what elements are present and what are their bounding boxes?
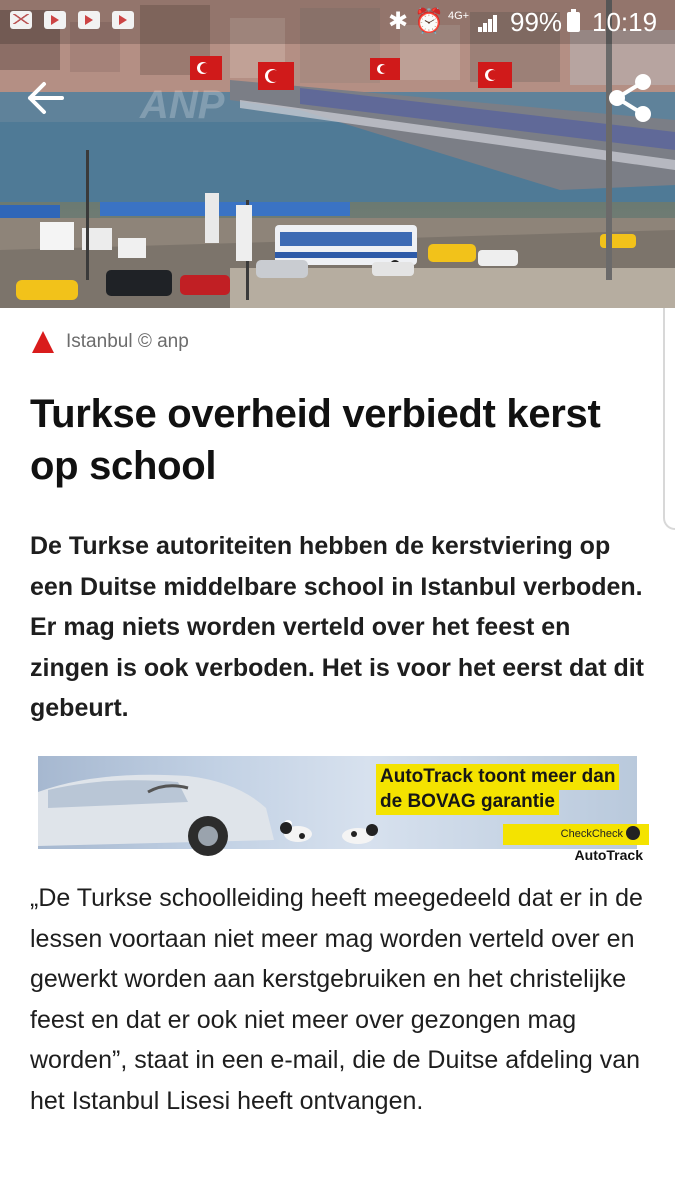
- signal-icon: [478, 14, 498, 32]
- article-lead: De Turkse autoriteiten hebben de kerstviering op een Duitse middelbare school in Istanbul verboden. Er mag niets worden verteld over het feest en zingen is ook verboden. Het is voor het eerst dat dit gebeurt.: [30, 532, 645, 722]
- bluetooth-icon: ✱: [388, 8, 409, 35]
- battery-percent: 99%: [510, 7, 563, 37]
- hero-photo-illustration: [0, 0, 675, 308]
- article-title: Turkse overheid verbiedt kerst op school: [30, 392, 601, 488]
- ad-headline-line2: de BOVAG garantie: [376, 789, 559, 815]
- ad-car-image: [38, 762, 278, 849]
- youtube-notification-icon: [112, 11, 134, 29]
- ad-brand-bar: [503, 824, 649, 863]
- hero-image: [0, 0, 675, 308]
- back-button[interactable]: [26, 80, 66, 116]
- gmail-notification-icon: [10, 11, 32, 29]
- ad-brand-name: AutoTrack: [574, 847, 643, 863]
- warning-triangle-icon: [32, 331, 54, 353]
- battery-icon: [567, 12, 580, 32]
- share-icon: [605, 72, 655, 124]
- photo-caption: [32, 328, 189, 356]
- youtube-notification-icon: [78, 11, 100, 29]
- clock: 10:19: [592, 7, 658, 37]
- card-edge: [663, 308, 675, 530]
- arrow-left-icon: [26, 80, 66, 116]
- ad-brand-small: CheckCheck: [560, 828, 623, 840]
- autotrack-logo-icon: [626, 826, 640, 840]
- hero-watermark: ANP: [140, 83, 225, 127]
- ad-headline-line1: AutoTrack toont meer dan: [376, 764, 619, 790]
- share-button[interactable]: [605, 72, 655, 124]
- article-body: „De Turkse schoolleiding heeft meegedeeld dat er in de lessen voortaan niet meer mag worden verteld over en gewerkt worden aan kerstgebruiken en het christelijke feest en dat er ook niet meer over gezongen mag worden”, staat in een e-mail, die de Duitse afdeling van het Istanbul Lisesi heeft ontvangen.: [30, 884, 643, 1115]
- advertisement-banner[interactable]: [38, 756, 643, 863]
- photo-credit: Istanbul © anp: [66, 331, 189, 352]
- network-type: 4G+: [448, 10, 470, 22]
- alarm-icon: ⏰: [414, 8, 444, 35]
- youtube-notification-icon: [44, 11, 66, 29]
- status-bar: [0, 0, 675, 44]
